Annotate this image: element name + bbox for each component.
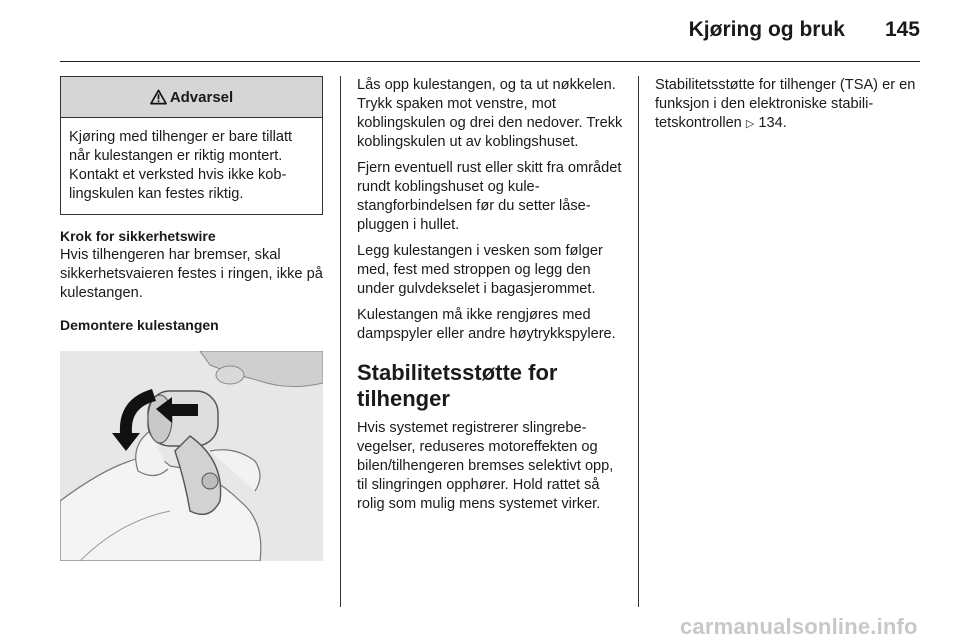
warning-header (61, 77, 322, 118)
page-number: 145 (884, 18, 920, 41)
column-3 (655, 76, 921, 134)
column-1 (60, 76, 323, 561)
paragraph-remove-rust: Fjern eventuell rust eller skitt fra området rundt koblingshuset og kulestangforbindelsen før du setter låsepluggen i hullet. (357, 160, 622, 233)
column-divider-1 (340, 76, 341, 607)
warning-box (60, 76, 323, 215)
heading-remove-tow-bar: Demontere kulestangen (60, 317, 219, 333)
column-divider-2 (638, 76, 639, 607)
tsa-text: Stabilitetsstøtte for tilhenger (TSA) er en funksjon i den elektroniske stabilitetskontrollen (655, 77, 916, 131)
paragraph-safety-wire: Hvis tilhengeren har bremser, skal sikkerhetsvaieren festes i ringen, ikke på kulestangen. (60, 247, 323, 301)
watermark: carmanualsonline.info (680, 614, 918, 639)
warning-title: Advarsel (169, 88, 234, 106)
header-divider (60, 61, 920, 62)
heading-safety-wire-hook: Krok for sikkerhetswire (60, 228, 216, 244)
paragraph-unlock-tow-bar: Lås opp kulestangen, og ta ut nøkkelen. Trykk spaken mot venstre, mot koblingskulen og drei den nedover. Trekk koblingskulen ut av koblingshuset. (357, 77, 623, 150)
section-title-trailer-stability: Stabilitetsstøtte for tilhenger (357, 360, 558, 411)
paragraph-tsa (655, 76, 921, 134)
page-reference-triangle-icon: ▷ (745, 118, 755, 130)
paragraph-store-tow-bar: Legg kulestangen i vesken som følger med, fest med stroppen og legg den under gulvdekselet i bagasjerommet. (357, 243, 603, 297)
paragraph-trailer-stability: Hvis systemet registrerer slingrebevegelser, reduseres motoreffekten og bilen/tilhengeren bremses selektivt opp, til slingringen opphører. Hold rattet så rolig som mulig mens systemet virker. (357, 420, 614, 512)
warning-text: Kjøring med tilhenger er bare tillatt når kulestangen er riktig montert. Kontakt et verksted hvis ikke koblingskulen kan festes riktig. (69, 129, 293, 202)
page-reference[interactable]: 134. (758, 115, 787, 131)
header-section-title: Kjøring og bruk (688, 18, 845, 41)
paragraph-no-steam-cleaning: Kulestangen må ikke rengjøres med dampspyler eller andre høytrykkspylere. (357, 307, 616, 342)
tow-bar-removal-illustration (60, 351, 323, 561)
column-2 (357, 76, 623, 514)
page-header (689, 18, 920, 42)
warning-triangle-icon (150, 89, 167, 105)
illustration-svg (60, 351, 323, 561)
